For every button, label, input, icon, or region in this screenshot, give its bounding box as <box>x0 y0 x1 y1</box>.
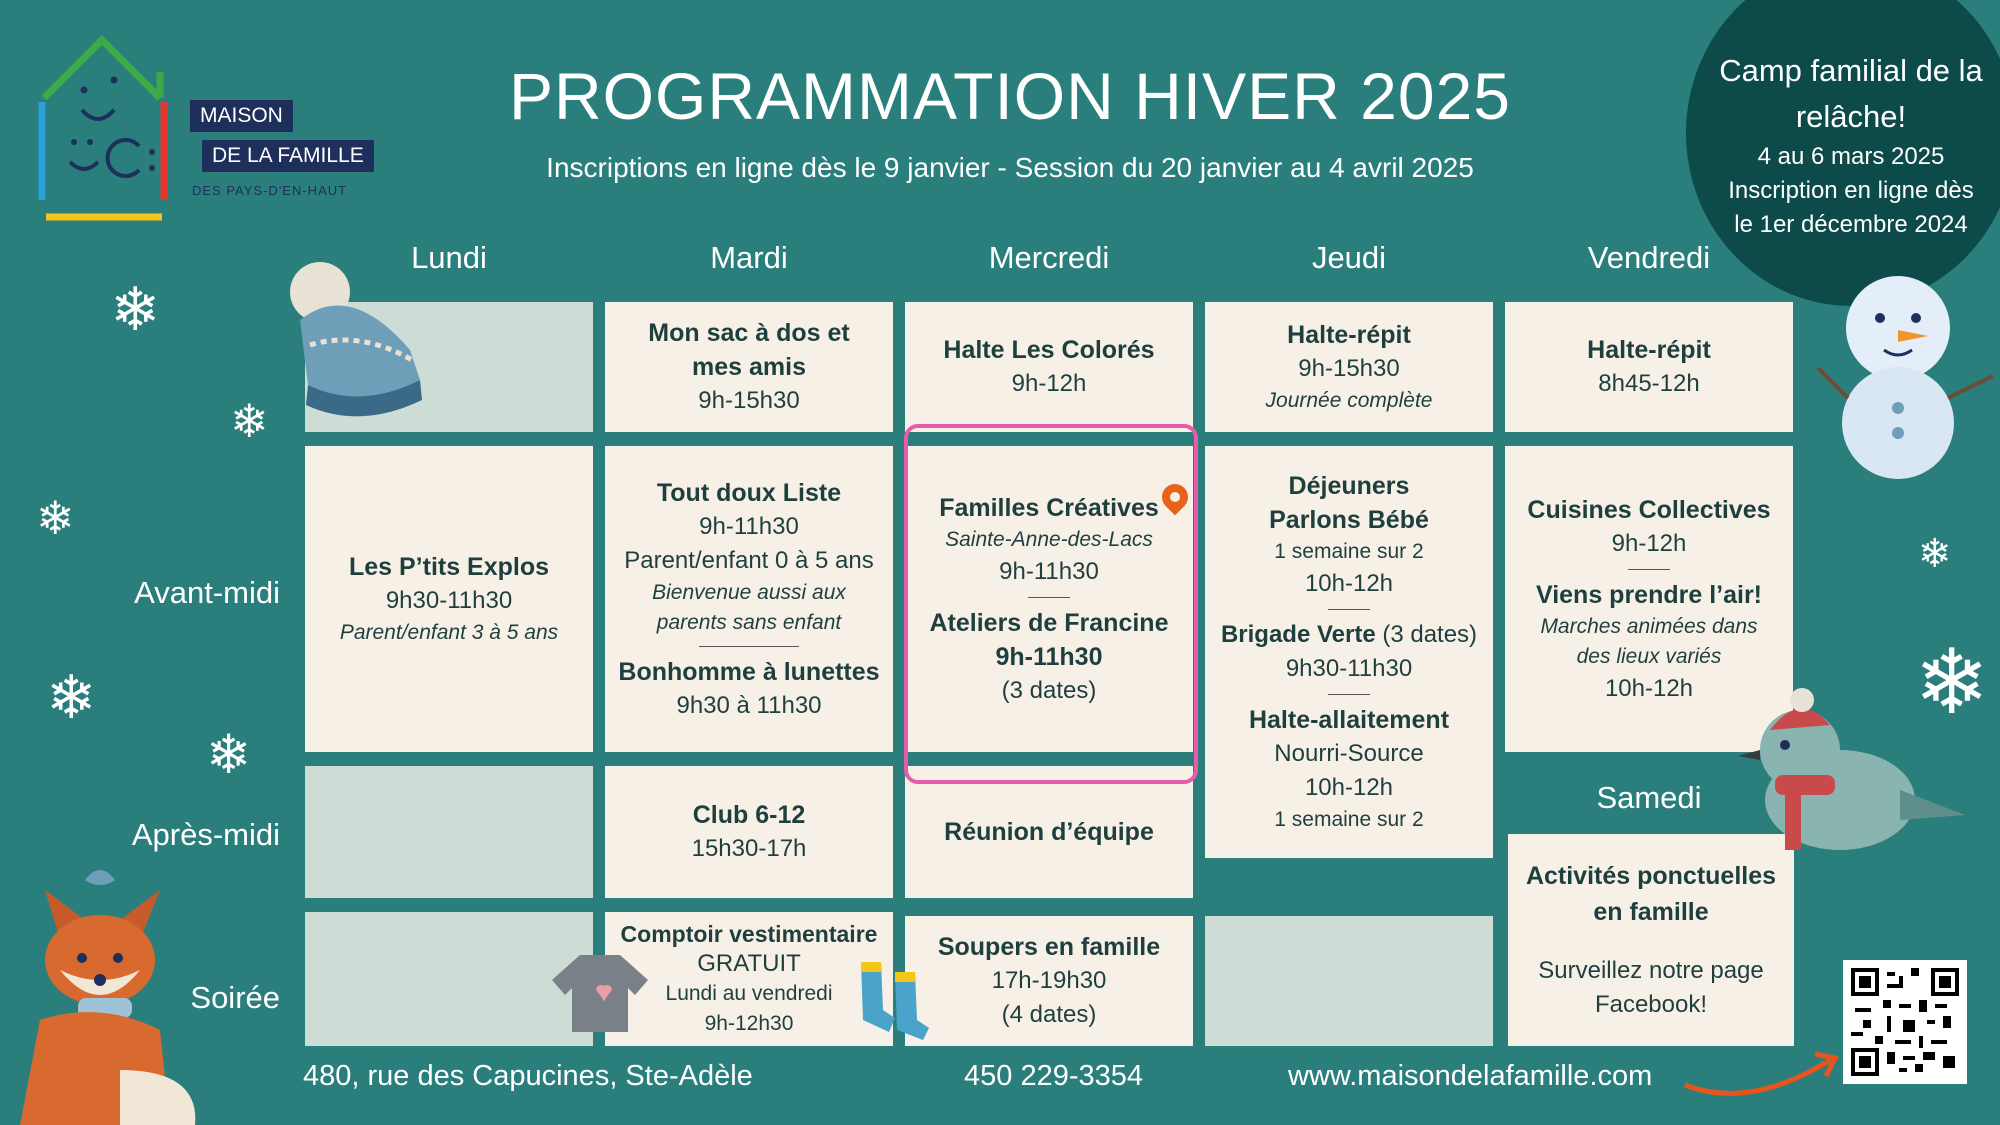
activity-title-2: Viens prendre l’air! <box>1535 580 1762 609</box>
separator <box>1628 569 1670 570</box>
highlight-outline <box>904 424 1198 784</box>
activity-time-2: 9h-11h30 <box>995 642 1103 671</box>
activity-title-2: en famille <box>1593 898 1709 926</box>
day-vendredi: Vendredi <box>1587 240 1711 275</box>
brigade-title: Brigade Verte <box>1220 621 1376 648</box>
house-logo <box>34 30 174 230</box>
activity-title: Tout doux Liste <box>656 478 842 507</box>
logo <box>34 30 404 230</box>
cell-mercredi-pm <box>905 766 1193 898</box>
activity-note: des lieux variés <box>1576 644 1722 668</box>
activity-title: Mon sac à dos et <box>648 319 850 347</box>
activity-note: Lundi au vendredi <box>665 982 833 1005</box>
activity-time: 9h30-11h30 <box>385 587 513 614</box>
day-lundi: Lundi <box>411 240 487 275</box>
footer-address: 480, rue des Capucines, Ste-Adèle <box>303 1060 753 1092</box>
separator <box>1328 694 1370 695</box>
activity-title: Parlons Bébé <box>1269 506 1429 534</box>
activity-time: 17h-19h30 <box>991 967 1107 994</box>
arrow-icon <box>1680 1040 1850 1100</box>
activity-title: Les P’tits Explos <box>348 553 550 581</box>
separator <box>1328 609 1370 610</box>
activity-note: Parent/enfant 3 à 5 ans <box>339 621 559 644</box>
activity-location: Sainte-Anne-des-Lacs <box>945 527 1153 551</box>
activity-note: Bienvenue aussi aux <box>652 580 846 604</box>
activity-title: Soupers en famille <box>937 933 1161 961</box>
activity-time: 9h-15h30 <box>1298 355 1400 382</box>
activity-title: Réunion d’équipe <box>944 818 1154 846</box>
brigade-dates: (3 dates) <box>1375 621 1478 648</box>
activity-frequency: 1 semaine sur 2 <box>1274 540 1424 563</box>
activity-price: GRATUIT <box>697 950 801 977</box>
snowman <box>1808 258 1998 488</box>
qr-code-icon <box>1851 968 1959 1076</box>
separator <box>699 646 799 647</box>
period-soiree: Soirée <box>190 980 280 1015</box>
snowflake-icon: ❄ <box>206 725 252 785</box>
activity-title-2: Bonhomme à lunettes <box>618 657 880 686</box>
cell-lundi-pm <box>305 766 593 898</box>
snowflake-icon: ❄ <box>1918 532 1952 576</box>
day-jeudi: Jeudi <box>1311 240 1387 275</box>
day-mercredi: Mercredi <box>988 240 1110 275</box>
qr-code[interactable] <box>1843 960 1967 1084</box>
day-mardi: Mardi <box>710 240 788 275</box>
snowflake-icon: ❄ <box>1914 633 1990 733</box>
snowflake-icon: ❄ <box>230 395 269 447</box>
activity-time: 9h-12h <box>1011 370 1087 397</box>
activity-time: 9h-11h30 <box>699 512 799 540</box>
activity-note: Journée complète <box>1265 389 1433 412</box>
cell-mardi-pm <box>605 766 893 898</box>
activity-time: 10h-12h <box>1304 570 1394 597</box>
cell-mardi-am <box>605 446 893 752</box>
tuque-hat <box>280 260 430 420</box>
sweater <box>550 950 650 1035</box>
activity-title: Déjeuners <box>1288 472 1410 500</box>
activity-title: Halte-répit <box>1587 336 1711 364</box>
activity-title: Halte-répit <box>1287 321 1411 349</box>
cell-jeudi-ev <box>1205 916 1493 1046</box>
activity-audience: Parent/enfant 0 à 5 ans <box>624 546 874 574</box>
activity-title-2: Ateliers de Francine <box>929 608 1169 637</box>
snowflake-icon: ❄ <box>46 664 97 731</box>
logo-line3: DES PAYS-D'EN-HAUT <box>192 183 348 198</box>
activity-time: 9h-12h <box>1611 529 1687 557</box>
activity-time: 9h-11h30 <box>999 557 1099 585</box>
activity-time: 9h-12h30 <box>704 1012 794 1035</box>
activity-title-3: Halte-allaitement <box>1248 706 1450 734</box>
footer-phone: 450 229-3354 <box>964 1060 1143 1092</box>
camp-info-1: Inscription en ligne dès <box>1728 177 1974 204</box>
activity-title-2 <box>1221 618 1477 652</box>
activity-note: Facebook! <box>1594 991 1708 1018</box>
activity-title: Club 6-12 <box>692 801 806 829</box>
activity-time: 8h45-12h <box>1598 370 1700 397</box>
snowflake-icon: ❄ <box>36 492 75 544</box>
footer-website[interactable]: www.maisondelafamille.com <box>1288 1060 1653 1092</box>
activity-note: parents sans enfant <box>656 610 842 634</box>
cell-mercredi-top <box>905 302 1193 432</box>
day-samedi: Samedi <box>1596 780 1702 815</box>
cell-jeudi-top <box>1205 302 1493 432</box>
cell-lundi-am <box>305 446 593 752</box>
activity-time-2: 10h-12h <box>1604 674 1694 702</box>
socks <box>855 960 935 1040</box>
activity-title: Comptoir vestimentaire <box>620 921 878 947</box>
activity-organizer: Nourri-Source <box>1274 740 1424 767</box>
activity-time-2: 9h30 à 11h30 <box>676 691 822 719</box>
camp-heading: Camp familial de la relâche! <box>1719 53 1983 134</box>
camp-dates: 4 au 6 mars 2025 <box>1757 143 1945 170</box>
snowflake-icon: ❄ <box>110 276 161 343</box>
page-subtitle: Inscriptions en ligne dès le 9 janvier - Session du 20 janvier au 4 avril 2025 <box>546 152 1474 183</box>
activity-time-3: 10h-12h <box>1304 774 1394 801</box>
page-title: PROGRAMMATION HIVER 2025 <box>509 59 1511 133</box>
period-avant-midi: Avant-midi <box>134 575 280 610</box>
activity-time: 15h30-17h <box>691 835 807 862</box>
activity-title: Halte Les Colorés <box>943 336 1155 364</box>
activity-note: Surveillez notre page <box>1538 957 1764 984</box>
cell-mercredi-ev <box>905 916 1193 1046</box>
camp-info-2: le 1er décembre 2024 <box>1734 211 1968 238</box>
activity-time: 9h-15h30 <box>698 387 800 414</box>
activity-title: Familles Créatives <box>939 493 1159 522</box>
activity-dates: (4 dates) <box>1001 1001 1097 1028</box>
cell-vendredi-top <box>1505 302 1793 432</box>
activity-frequency: 1 semaine sur 2 <box>1274 808 1424 831</box>
activity-title: Activités ponctuelles <box>1525 862 1777 890</box>
logo-line2: DE LA FAMILLE <box>202 140 374 172</box>
cell-jeudi-am <box>1205 446 1493 858</box>
period-apres-midi: Après-midi <box>131 817 280 852</box>
activity-note: Marches animées dans <box>1540 614 1758 638</box>
activity-dates: (3 dates) <box>1001 676 1097 704</box>
cell-mardi-top <box>605 302 893 432</box>
fox <box>0 870 200 1125</box>
activity-title: Cuisines Collectives <box>1527 495 1771 524</box>
activity-title-2: mes amis <box>692 353 806 381</box>
activity-time-2: 9h30-11h30 <box>1285 655 1413 682</box>
bird <box>1730 680 1970 890</box>
logo-line1: MAISON <box>190 100 293 132</box>
